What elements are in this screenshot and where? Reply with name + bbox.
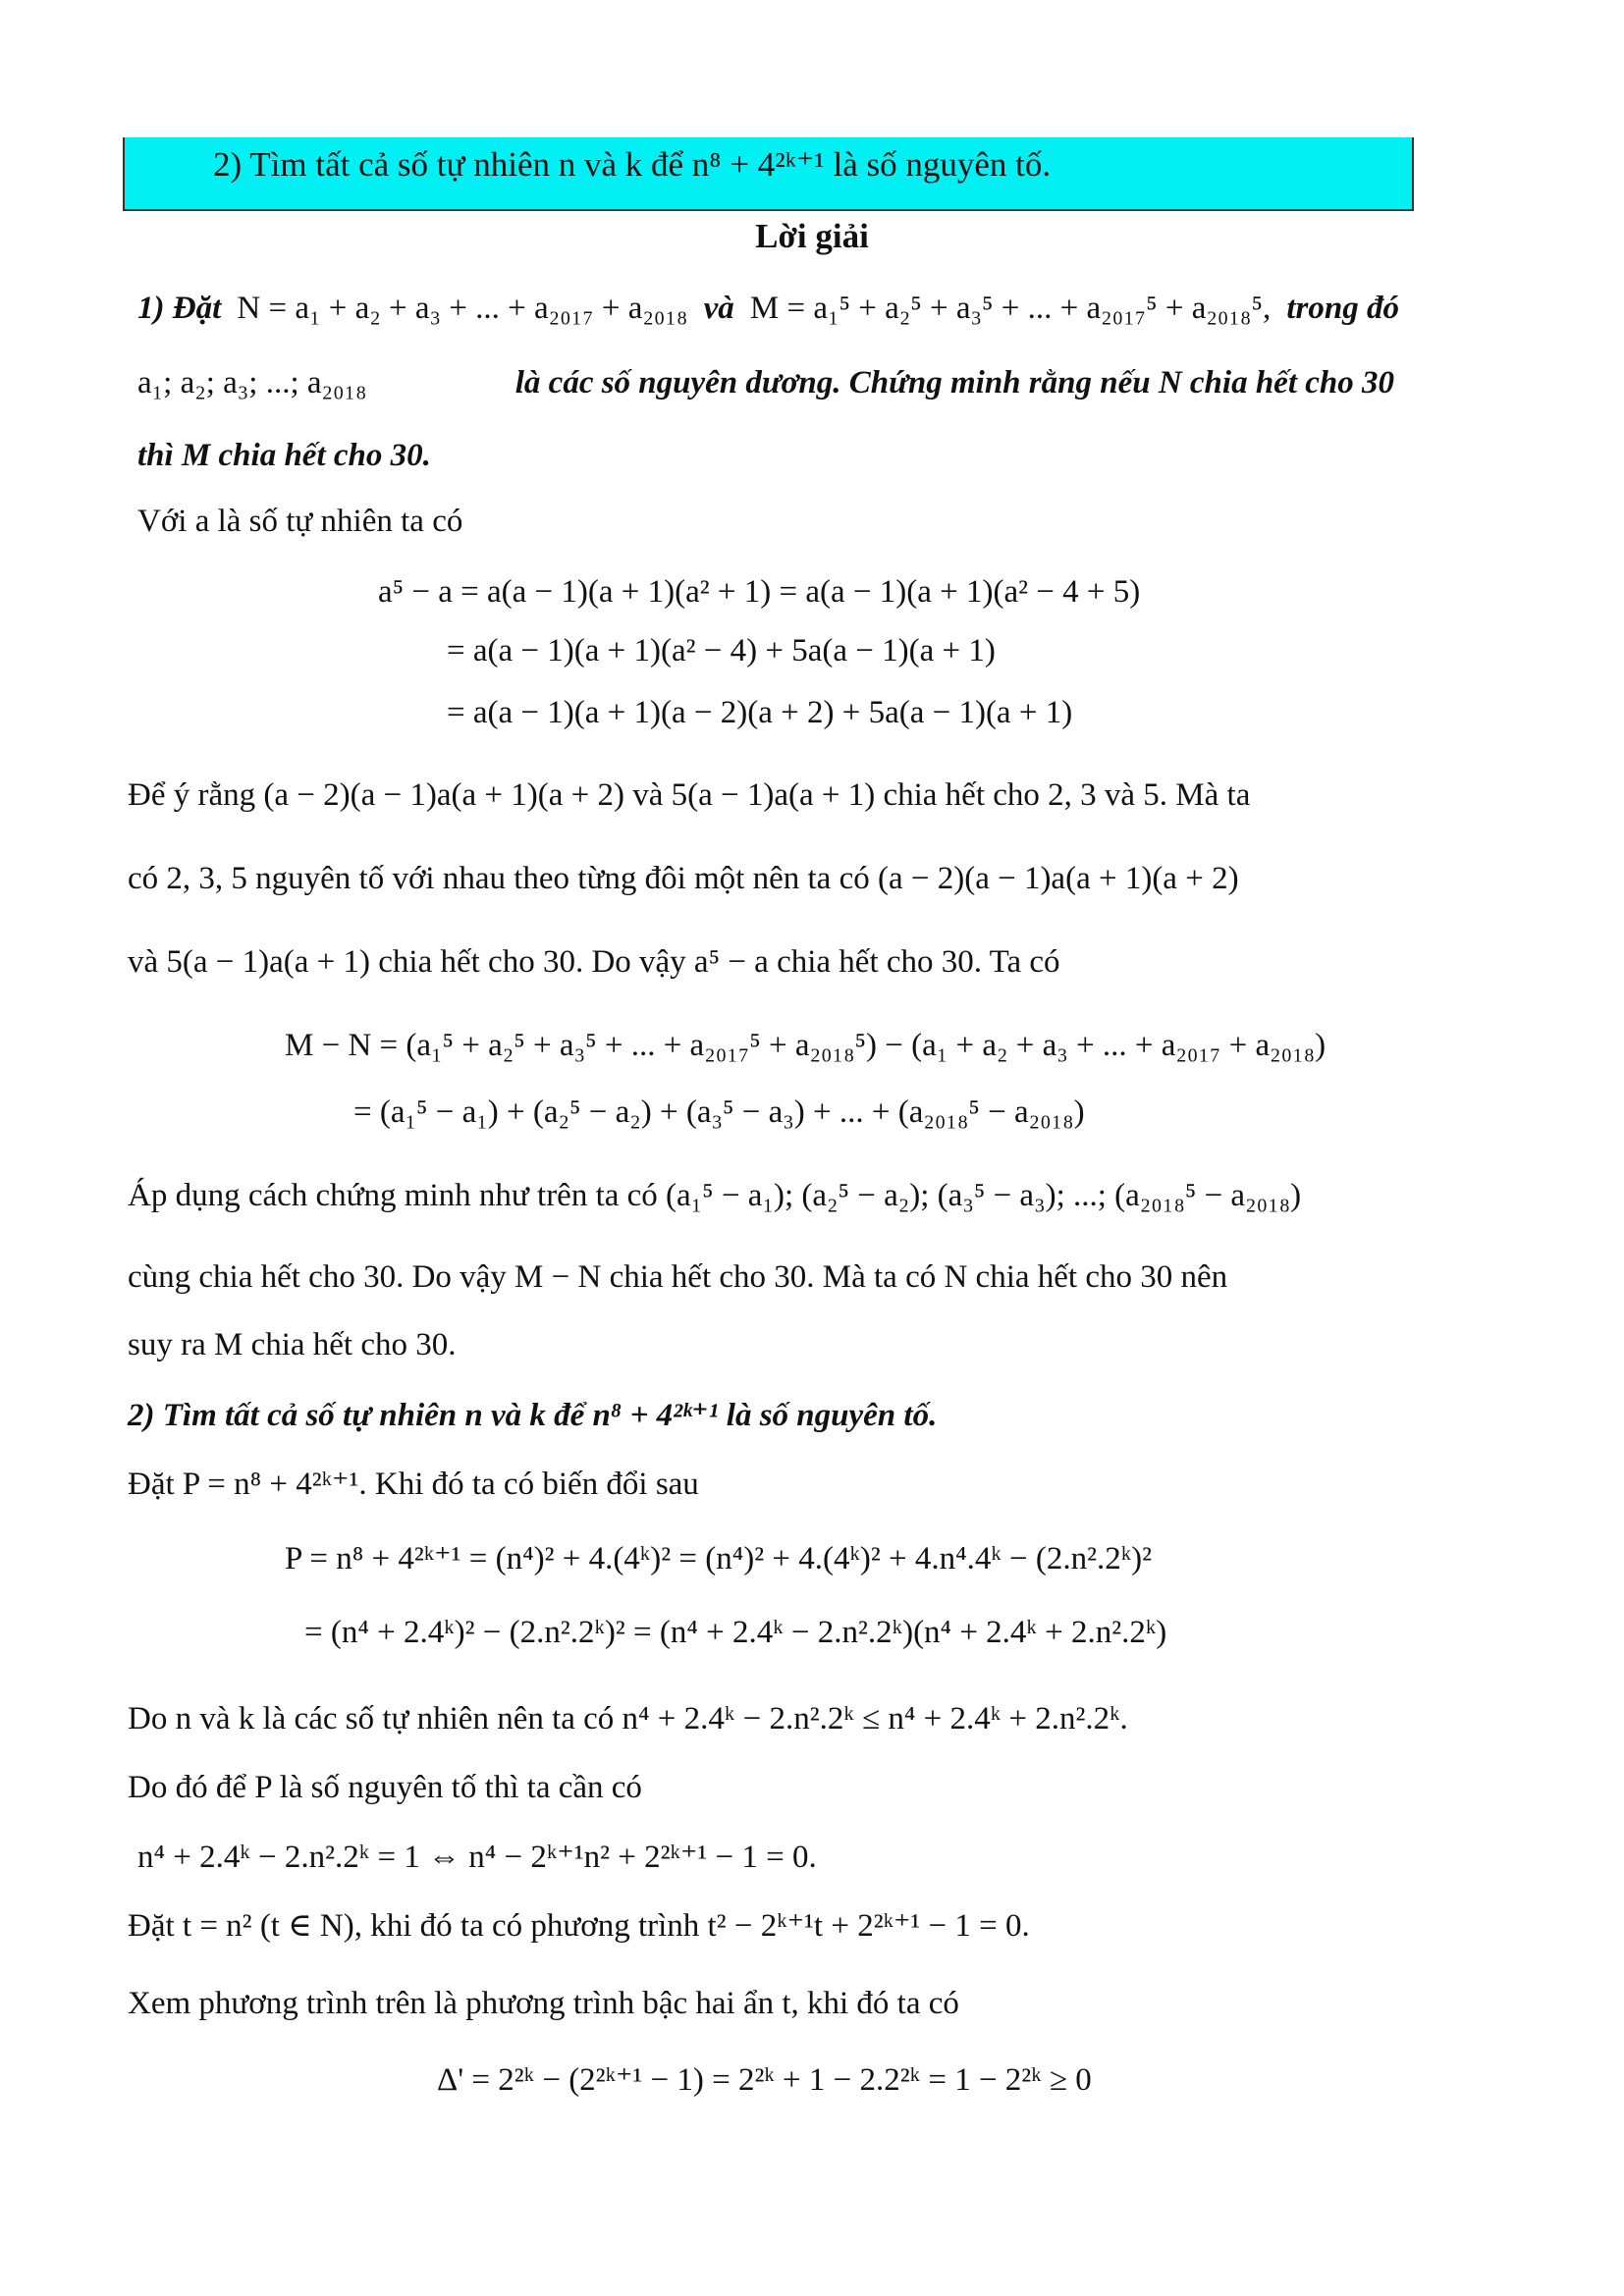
word-and: và	[703, 291, 734, 326]
note-line2: có 2, 3, 5 nguyên tố với nhau theo từng đôi một nên ta có (a − 2)(a − 1)a(a + 1)(a + 2)	[128, 861, 1239, 896]
apply-line2: cùng chia hết cho 30. Do vậy M − N chia hết cho 30. Mà ta có N chia hết cho 30 nên	[128, 1259, 1228, 1295]
apply-line1: Áp dụng cách chứng minh như trên ta có (a₁⁵ − a₁); (a₂⁵ − a₂); (a₃⁵ − a₃); ...; (a₂₀₁₈⁵ − a₂₀₁₈)	[128, 1178, 1302, 1213]
note-line1: Để ý rằng (a − 2)(a − 1)a(a + 1)(a + 2) và 5(a − 1)a(a + 1) chia hết cho 2, 3 và 5. Mà ta	[128, 777, 1251, 813]
problem-box	[123, 137, 1414, 211]
problem-statement: 2) Tìm tất cả số tự nhiên n và k để n⁸ + 4²ᵏ⁺¹ là số nguyên tố.	[213, 145, 1052, 184]
equation-3: = a(a − 1)(a + 1)(a − 2)(a + 2) + 5a(a − 1)(a + 1)	[447, 695, 1073, 730]
part1-label: 1) Đặt	[137, 291, 222, 326]
consider-text: Xem phương trình trên là phương trình bậc hai ẩn t, khi đó ta có	[128, 1986, 959, 2021]
equation-7: = (n⁴ + 2.4ᵏ)² − (2.n².2ᵏ)² = (n⁴ + 2.4ᵏ − 2.n².2ᵏ)(n⁴ + 2.4ᵏ + 2.n².2ᵏ)	[304, 1615, 1167, 1650]
equation-6: P = n⁸ + 4²ᵏ⁺¹ = (n⁴)² + 4.(4ᵏ)² = (n⁴)² + 4.(4ᵏ)² + 4.n⁴.4ᵏ − (2.n².2ᵏ)²	[285, 1541, 1153, 1576]
equation-4: M − N = (a₁⁵ + a₂⁵ + a₃⁵ + ... + a₂₀₁₇⁵ + a₂₀₁₈⁵) − (a₁ + a₂ + a₃ + ... + a₂₀₁₇ + a₂₀₁₈)	[285, 1028, 1326, 1063]
set-P-text: Đặt P = n⁸ + 4²ᵏ⁺¹. Khi đó ta có biến đổi sau	[128, 1467, 699, 1502]
sequence-list: a₁; a₂; a₃; ...; a₂₀₁₈	[137, 365, 367, 400]
so-prime-text: Do đó để P là số nguyên tố thì ta cần có	[128, 1770, 642, 1805]
word-where: trong đó	[1286, 291, 1399, 326]
with-a-text: Với a là số tự nhiên ta có	[137, 504, 463, 539]
part2-heading: 2) Tìm tất cả số tự nhiên n và k để n⁸ + 4²ᵏ⁺¹ là số nguyên tố.	[128, 1398, 938, 1433]
note-line3: và 5(a − 1)a(a + 1) chia hết cho 30. Do vậy a⁵ − a chia hết cho 30. Ta có	[128, 944, 1060, 980]
set-t-text: Đặt t = n² (t ∈ N), khi đó ta có phương trình t² − 2ᵏ⁺¹t + 2²ᵏ⁺¹ − 1 = 0.	[128, 1908, 1030, 1944]
formula-M: M = a₁⁵ + a₂⁵ + a₃⁵ + ... + a₂₀₁₇⁵ + a₂₀₁₈⁵,	[749, 291, 1272, 326]
equation-8: n⁴ + 2.4ᵏ − 2.n².2ᵏ = 1 ⇔ n⁴ − 2ᵏ⁺¹n² + 2²ᵏ⁺¹ − 1 = 0.	[137, 1840, 817, 1875]
since-text: Do n và k là các số tự nhiên nên ta có n⁴ + 2.4ᵏ − 2.n².2ᵏ ≤ n⁴ + 2.4ᵏ + 2.n².2ᵏ.	[128, 1701, 1128, 1736]
formula-N: N = a₁ + a₂ + a₃ + ... + a₂₀₁₇ + a₂₀₁₈	[237, 291, 688, 326]
equation-1: a⁵ − a = a(a − 1)(a + 1)(a² + 1) = a(a − 1)(a + 1)(a² − 4 + 5)	[378, 574, 1141, 610]
equation-2: = a(a − 1)(a + 1)(a² − 4) + 5a(a − 1)(a + 1)	[447, 633, 996, 668]
part1-intro-line1	[137, 291, 1399, 326]
apply-line3: suy ra M chia hết cho 30.	[128, 1327, 457, 1362]
part1-intro-line2	[137, 365, 1394, 400]
part1-intro-line3: thì M chia hết cho 30.	[137, 438, 431, 473]
equation-5: = (a₁⁵ − a₁) + (a₂⁵ − a₂) + (a₃⁵ − a₃) + ... + (a₂₀₁₈⁵ − a₂₀₁₈)	[353, 1095, 1085, 1130]
solution-heading: Lời giải	[755, 217, 869, 255]
equation-9: Δ' = 2²ᵏ − (2²ᵏ⁺¹ − 1) = 2²ᵏ + 1 − 2.2²ᵏ = 1 − 2²ᵏ ≥ 0	[437, 2062, 1092, 2098]
part1-statement: là các số nguyên dương. Chứng minh rằng nếu N chia hết cho 30	[514, 365, 1394, 400]
